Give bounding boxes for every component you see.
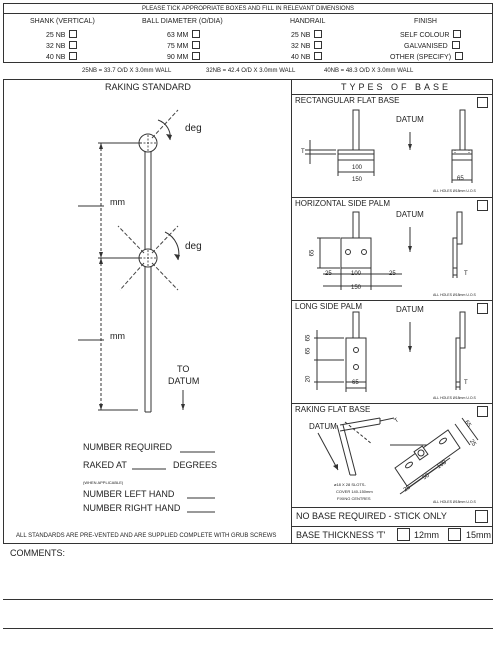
number-right-hand-label: NUMBER RIGHT HAND [83, 503, 181, 513]
standards-footnote: ALL STANDARDS ARE PRE-VENTED AND ARE SUPPLIED COMPLETE WITH GRUB SCREWS [16, 533, 277, 539]
raking-base-65-dim: 65 [462, 419, 472, 429]
top-angle-label: deg [185, 123, 202, 134]
horiz-palm-100-dim: 100 [351, 271, 362, 277]
raking-base-slots-line2: COVER 140-150mm [336, 489, 373, 494]
lower-length-label: mm [110, 331, 125, 341]
raking-base-slots-line1: ø18 X 28 SLOTS- [334, 482, 366, 487]
horiz-palm-title: HORIZONTAL SIDE PALM [295, 199, 390, 208]
raking-base-holes-note: ALL HOLES Ø18mm U.O.S [433, 500, 476, 504]
handrail-option-25: 25 NB [291, 30, 322, 39]
horiz-palm-t-label: T [464, 271, 468, 277]
long-palm-title: LONG SIDE PALM [295, 302, 362, 311]
horiz-palm-25b-dim: 25 [389, 271, 396, 277]
long-palm-t-label: T [464, 380, 468, 386]
raked-at-label: RAKED AT [83, 460, 127, 470]
finish-option-other: OTHER (SPECIFY) [390, 52, 463, 61]
shank-option-25: 25 NB [46, 30, 77, 39]
raking-base-t-label: T [393, 417, 401, 425]
when-applicable-label: (WHEN APPLICABLE) [83, 480, 124, 485]
rect-base-100-dim: 100 [352, 165, 363, 171]
handrail-option-40: 40 NB [291, 52, 322, 61]
wall-note-40: 40NB = 48.3 O/D X 3.0mm WALL [324, 68, 414, 74]
finish-option-galvanised: GALVANISED [404, 41, 460, 50]
base-thickness-label: BASE THICKNESS 'T' [296, 530, 386, 540]
raking-base-25a-dim: 25 [467, 438, 477, 448]
ball-option-63: 63 MM [167, 30, 200, 39]
raking-base-100-dim: 100 [436, 459, 448, 471]
shank-title: SHANK (VERTICAL) [30, 18, 95, 25]
upper-length-label: mm [110, 197, 125, 207]
long-palm-65a-dim: 65 [305, 347, 312, 355]
raking-standard-title: RAKING STANDARD [105, 82, 191, 92]
datum-label-left: DATUM [168, 376, 200, 386]
ball-title: BALL DIAMETER (O/DIA) [142, 18, 223, 25]
ball-option-75: 75 MM [167, 41, 200, 50]
comments-line-1[interactable] [3, 599, 493, 600]
finish-title: FINISH [414, 18, 437, 25]
comments-line-2[interactable] [3, 628, 493, 629]
horiz-palm-datum-label: DATUM [396, 210, 424, 219]
middle-angle-label: deg [185, 241, 202, 252]
comments-label: COMMENTS: [10, 548, 65, 558]
rect-base-title: RECTANGULAR FLAT BASE [295, 96, 400, 105]
long-palm-datum-label: DATUM [396, 305, 424, 314]
number-required-label: NUMBER REQUIRED [83, 442, 173, 452]
rect-base-holes-note: ALL HOLES Ø18mm U.O.S [433, 189, 476, 193]
long-palm-holes-note: ALL HOLES Ø18mm U.O.S [433, 396, 476, 400]
thickness-15mm-label: 15mm [466, 530, 492, 540]
rect-base-datum-label: DATUM [396, 115, 424, 124]
shank-option-32: 32 NB [46, 41, 77, 50]
raking-base-title: RAKING FLAT BASE [295, 405, 371, 414]
types-of-base-title: TYPES OF BASE [341, 82, 452, 92]
long-palm-65c-dim: 65 [352, 380, 359, 386]
thickness-12mm-label: 12mm [414, 530, 440, 540]
ball-option-90: 90 MM [167, 52, 200, 61]
wall-note-32: 32NB = 42.4 O/D X 3.0mm WALL [206, 68, 296, 74]
no-base-checkbox[interactable] [475, 510, 488, 523]
rect-base-150-dim: 150 [352, 177, 363, 183]
rect-base-65-dim: 65 [457, 176, 464, 182]
header-instruction: PLEASE TICK APPROPRIATE BOXES AND FILL IN RELEVANT DIMENSIONS [141, 6, 355, 12]
no-base-label: NO BASE REQUIRED - STICK ONLY [296, 511, 447, 521]
long-palm-65b-dim: 65 [305, 334, 312, 342]
horiz-palm-150-dim: 150 [351, 285, 362, 291]
horiz-palm-25a-dim: 25 [325, 271, 332, 277]
raking-base-50-dim: 50 [421, 472, 431, 482]
shank-option-40: 40 NB [46, 52, 77, 61]
wall-note-25: 25NB = 33.7 O/D X 3.0mm WALL [82, 68, 172, 74]
number-left-hand-label: NUMBER LEFT HAND [83, 489, 175, 499]
rect-base-t-label: T [301, 149, 305, 155]
finish-option-self-colour: SELF COLOUR [400, 30, 461, 39]
thickness-12mm-checkbox[interactable] [397, 528, 410, 541]
to-label: TO [177, 364, 190, 374]
raking-base-25b-dim: 25 [402, 484, 412, 494]
handrail-option-32: 32 NB [291, 41, 322, 50]
raking-base-slots-line3: FIXING CENTRES [337, 496, 371, 501]
raking-base-datum-label: DATUM [309, 422, 337, 431]
thickness-15mm-checkbox[interactable] [448, 528, 461, 541]
horiz-palm-65-dim: 65 [309, 249, 316, 257]
no-base-divider [291, 526, 493, 527]
long-palm-20-dim: 20 [305, 375, 312, 383]
degrees-label: DEGREES [173, 460, 218, 470]
handrail-title: HANDRAIL [290, 18, 326, 25]
horiz-palm-holes-note: ALL HOLES Ø18mm U.O.S [433, 293, 476, 297]
